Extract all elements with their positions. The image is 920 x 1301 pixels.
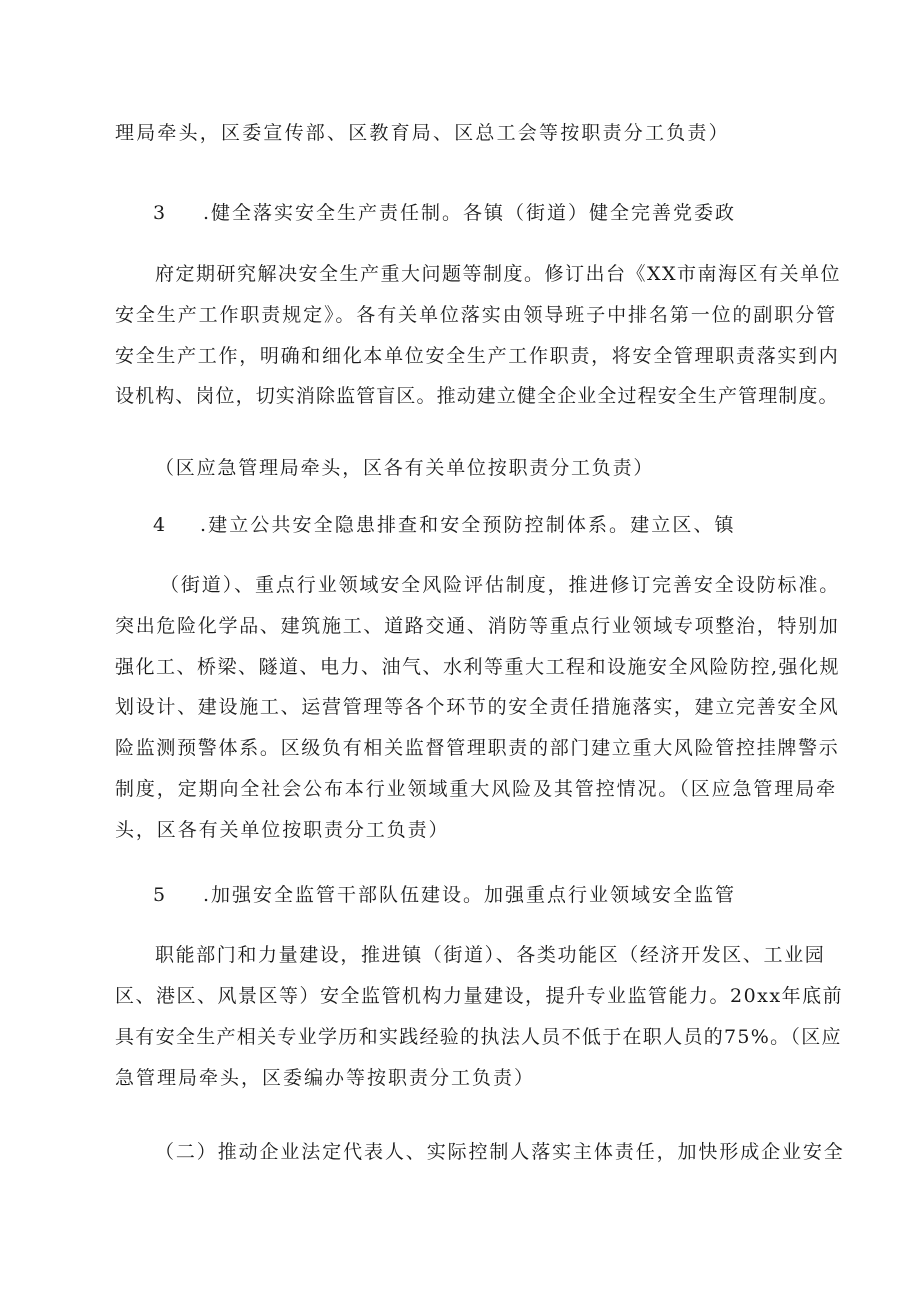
text-line-11: 强化工、桥梁、隧道、电力、油气、水利等重大工程和设施安全风险防控,强化规 xyxy=(115,656,841,678)
text-line-7: （区应急管理局牵头，区各有关单位按职责分工负责） xyxy=(155,457,655,479)
item-number-4: 4 xyxy=(153,514,166,536)
text-line-18: 区、港区、风景区等）安全监管机构力量建设，提升专业监管能力。20xx年底前 xyxy=(115,985,844,1007)
item-4-heading: .建立公共安全隐患排查和安全预防控制体系。建立区、镇 xyxy=(200,514,736,536)
text-line-4: 安全生产工作职责规定》。各有关单位落实由领导班子中排名第一位的副职分管 xyxy=(115,304,838,326)
text-line-10: 突出危险化学品、建筑施工、道路交通、消防等重点行业领域专项整治，特别加 xyxy=(115,615,840,637)
text-line-15: 头，区各有关单位按职责分工负责） xyxy=(115,819,450,841)
text-line-19: 具有安全生产相关专业学历和实践经验的执法人员不低于在职人员的75%。（区应 xyxy=(115,1026,842,1048)
text-line-12: 划设计、建设施工、运营管理等各个环节的安全责任措施落实，建立完善安全风 xyxy=(115,696,840,718)
text-line-13: 险监测预警体系。区级负有相关监督管理职责的部门建立重大风险管控挂牌警示 xyxy=(115,737,840,759)
text-line-20: 急管理局牵头，区委编办等按职责分工负责） xyxy=(115,1067,536,1089)
item-number-3: 3 xyxy=(153,202,166,224)
text-line-6: 设机构、岗位，切实消除监管盲区。推动建立健全企业全过程安全生产管理制度。 xyxy=(115,385,839,407)
item-5-heading: .加强安全监管干部队伍建设。加强重点行业领域安全监管 xyxy=(203,884,737,906)
section-2-heading: （二）推动企业法定代表人、实际控制人落实主体责任，加快形成企业安全 xyxy=(155,1141,845,1163)
text-line-5: 安全生产工作，明确和细化本单位安全生产工作职责，将安全管理职责落实到内 xyxy=(115,345,840,367)
text-line-3: 府定期研究解决安全生产重大问题等制度。修订出台《XX市南海区有关单位 xyxy=(155,263,842,285)
text-line-1: 理局牵头，区委宣传部、区教育局、区总工会等按职责分工负责） xyxy=(115,122,730,144)
text-line-14: 制度，定期向全社会公布本行业领域重大风险及其管控情况。（区应急管理局牵 xyxy=(115,778,838,800)
item-3-heading: .健全落实安全生产责任制。各镇（街道）健全完善党委政 xyxy=(203,202,737,224)
text-line-9: （街道）、重点行业领域安全风险评估制度，推进修订完善安全设防标准。 xyxy=(160,574,841,596)
text-line-17: 职能部门和力量建设，推进镇（街道）、各类功能区（经济开发区、工业园 xyxy=(155,944,826,966)
item-number-5: 5 xyxy=(153,884,166,906)
